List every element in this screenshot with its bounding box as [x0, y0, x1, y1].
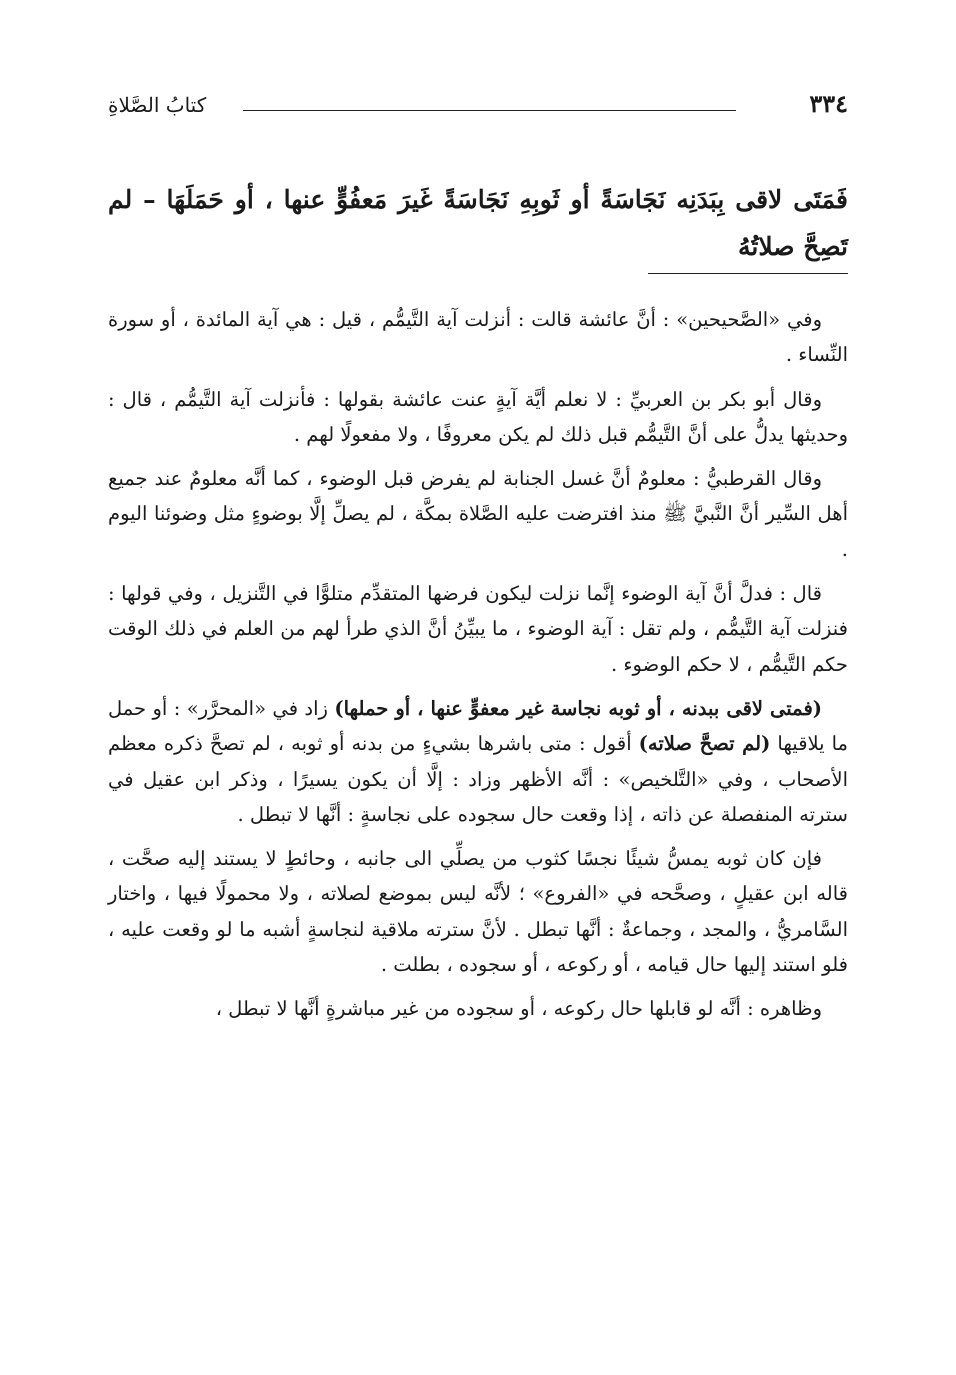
page-number: ٣٣٤	[809, 89, 848, 118]
commentary-paragraph-2: وقال أبو بكر بن العربيِّ : لا نعلم أيَّة آيةٍ عنت عائشة بقولها : فأنزلت آية التَّيمُّم ، قال : وحديثها يدلُّ على أنَّ التَّيمُّم قبل ذلك لم يكن معروفًا ، ولا مفعولًا لهم .	[108, 387, 848, 446]
commentary-paragraph-4: قال : فدلَّ أنَّ آية الوضوء إنَّما نزلت ليكون فرضها المتقدِّم متلوًّا في التَّنزيل ، وفي قولها : فنزلت آية التَّيمُّم ، ولم تقل : آية الوضوء ، ما يبيِّنُ أنَّ الذي طرأ لهم من العلم في ذلك الوقت حكم التَّيمُّم ، لا حكم الوضوء .	[108, 582, 848, 676]
quoted-matn-1: (فمتى لاقى ببدنه ، أو ثوبه نجاسة غير معفوٍّ عنها ، أو حملها)	[334, 696, 822, 720]
commentary-text-5b: أقول : متى باشرها بشيءٍ من بدنه أو ثوبه ، لم تصحَّ ذكره معظم الأصحاب ، وفي «التَّلخيص» : أنَّه الأظهر وزاد : إلَّا أن يكون يسيرًا ، وذكر ابن عقيل في سترته المنفصلة عن ذاته ، إذا وقعت حال سجوده على نجاسةٍ : أنَّها لا تبطل .	[108, 732, 848, 826]
commentary-text-5a: زاد في «المحرَّر» : أو حمل ما يلاقيها	[108, 696, 849, 756]
page-header	[108, 88, 848, 128]
header-rule	[243, 110, 736, 111]
matn-separator-rule	[648, 273, 848, 274]
commentary-paragraph-6: فإن كان ثوبه يمسُّ شيئًا نجسًا كثوب من يصلِّي الى جانبه ، وحائطٍ لا يستند إليه صحَّت ، قاله ابن عقيلٍ ، وصحَّحه في «الفروع» ؛ لأنَّه ليس بموضع لصلاته ، ولا محمولًا فيها ، واختار السَّامريُّ ، والمجد ، وجماعةٌ : أنَّها تبطل . لأنَّ سترته ملاقية لنجاسةٍ أشبه ما لو وقعت عليه ، فلو استند إليها حال قيامه ، أو ركوعه ، أو سجوده ، بطلت .	[108, 847, 848, 977]
running-title: كتابُ الصَّلاةِ	[108, 93, 207, 117]
quoted-matn-2: (لم تصحَّ صلاته)	[638, 732, 771, 756]
commentary-paragraph-5	[108, 691, 848, 832]
commentary-paragraph-1: وفي «الصَّحيحين» : أنَّ عائشة قالت : أنزلت آية التَّيمُّم ، قيل : هي آية المائدة ، أو سورة النِّساء .	[108, 308, 848, 367]
commentary-paragraph-3: وقال القرطبيُّ : معلومٌ أنَّ غسل الجنابة لم يفرض قبل الوضوء ، كما أنَّه معلومٌ عند جميع أهل السِّير أنَّ النَّبيَّ ﷺ منذ افترضت عليه الصَّلاة بمكَّة ، لم يصلِّ إلَّا بوضوءٍ مثل وضوئنا اليوم .	[108, 467, 848, 561]
commentary-body	[108, 302, 848, 1027]
commentary-paragraph-7: وظاهره : أنَّه لو قابلها حال ركوعه ، أو سجوده من غير مباشرةٍ أنَّها لا تبطل ،	[215, 997, 822, 1021]
matn-text: فَمَتَى لاقى بِبَدَنِه نَجَاسَةً أو ثَوبِهِ نَجَاسَةً غَيرَ مَعفُوٍّ عنها ، أو حَمَلَهَا – لم تَصِحَّ صلاتُهُ	[108, 185, 848, 261]
